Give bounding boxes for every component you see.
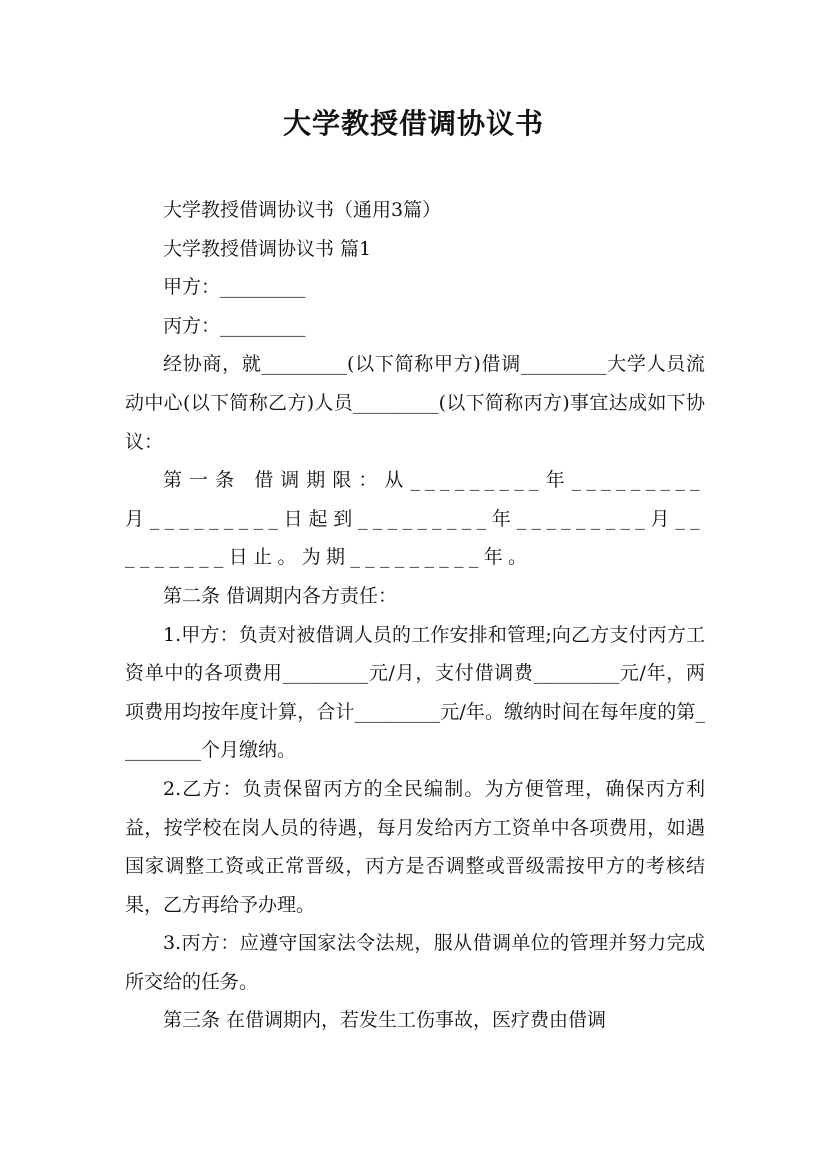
paragraph-party-c: 丙方：_________ [163,314,306,337]
paragraph-article-3: 第三条 在借调期内，若发生工伤事故，医疗费由借调 [163,1009,607,1032]
paragraph-party-a: 甲方：_________ [163,276,306,299]
paragraph-party-c-duties: 3.丙方：应遵守国家法令法规，服从借调单位的管理并努力完成所交给的任务。 [125,932,705,993]
document-title: 大学教授借调协议书 [282,107,544,140]
document-body [125,191,705,1040]
paragraph-agreement-intro: 经协商，就_________(以下简称甲方)借调_________大学人员流动中心(以下简称乙方)人员_________(以下简称丙方)事宜达成如下协议： [125,353,705,453]
paragraph-party-a-duties: 1.甲方：负责对被借调人员的工作安排和管理;向乙方支付丙方工资单中的各项费用_________元/月，支付借调费_________元/年，两项费用均按年度计算，合计_________元/年。缴纳时间在每年度的第_________个月缴纳。 [125,623,705,762]
paragraph-subtitle: 大学教授借调协议书（通用3篇） [163,199,442,221]
paragraph-article-2-heading: 第二条 借调期内各方责任： [163,584,398,607]
paragraph-party-b-duties: 2.乙方：负责保留丙方的全民编制。为方便管理，确保丙方利益，按学校在岗人员的待遇，每月发给丙方工资单中各项费用，如遇国家调整工资或正常晋级，丙方是否调整或晋级需按甲方的考核结果，乙方再给予办理。 [125,777,705,916]
paragraph-article-1: 第一条 借调期限：从_________年_________月_________日起到_________年_________月_________日止。为期_________年。 [125,469,705,569]
paragraph-section-heading: 大学教授借调协议书 篇1 [163,237,372,260]
